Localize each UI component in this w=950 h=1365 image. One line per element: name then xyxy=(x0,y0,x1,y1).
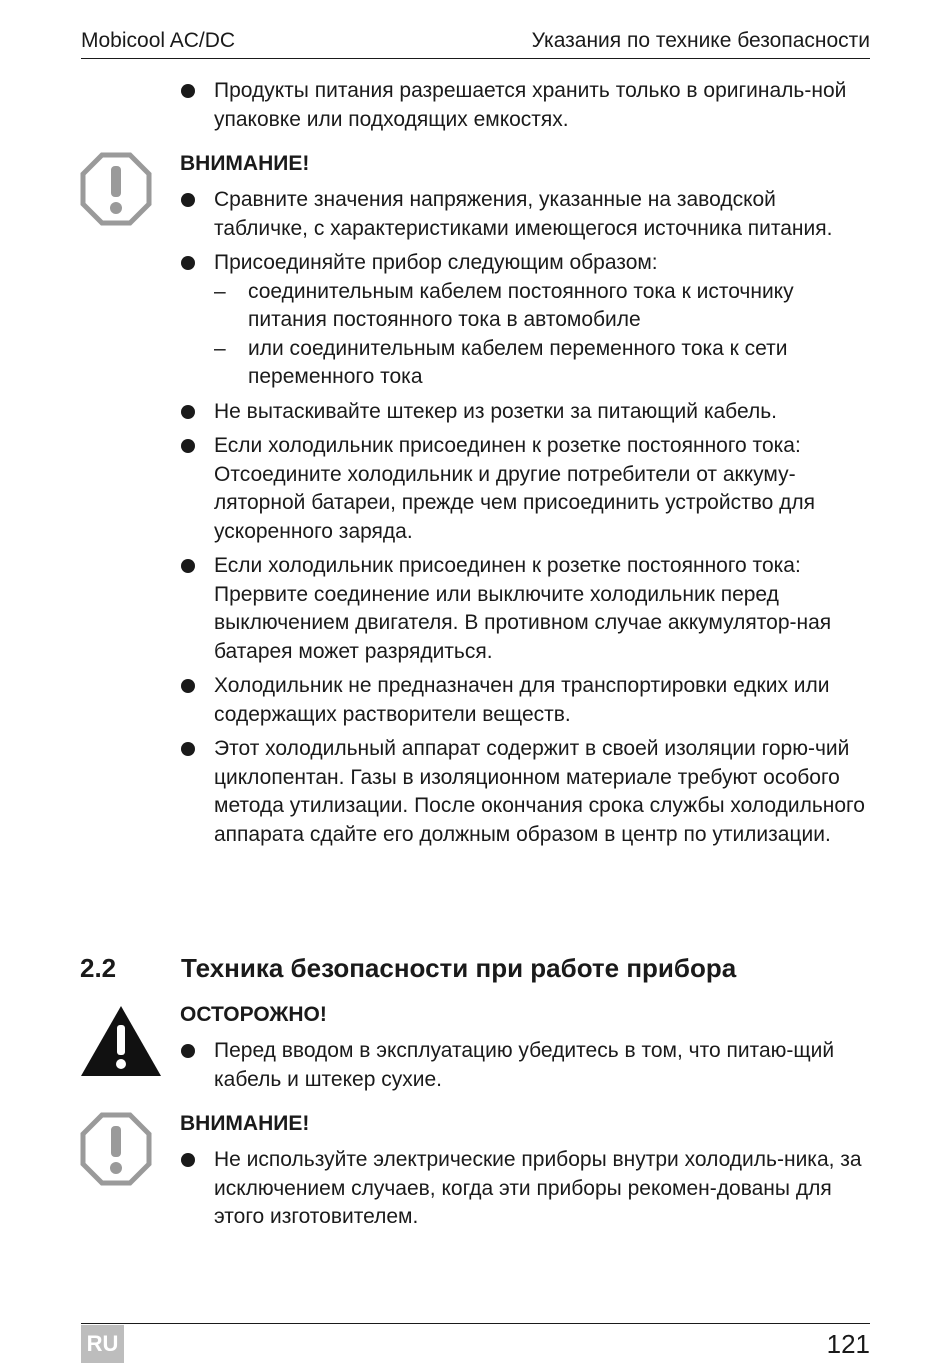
bullet-icon xyxy=(181,439,195,453)
list-item xyxy=(180,249,870,392)
page-header xyxy=(81,26,870,59)
list-item-text: Этот холодильный аппарат содержит в своей изоляции горю-чий циклопентан. Газы в изоляционном материале требуют особого метода утилизации. После окончания срока службы холодильного аппарата сдайте его должным образом в центр по утилизации. xyxy=(214,737,865,846)
sub-list-item xyxy=(214,278,870,335)
dash-marker: – xyxy=(214,279,226,303)
notice-block-2 xyxy=(180,1110,870,1238)
list-item-text: Не используйте электрические приборы внутри холодиль-ника, за исключением случаев, когда эти приборы рекомен-дованы для этого изготовителем. xyxy=(214,1148,862,1228)
bullet-icon xyxy=(181,256,195,270)
caution-block xyxy=(180,1001,870,1100)
list-item-text: Если холодильник присоединен к розетке постоянного тока: Прервите соединение или выключите холодильник перед выключением двигателя. В противном случае аккумулятор-ная батарея может разрядиться. xyxy=(214,554,832,663)
list-item-text: Не вытаскивайте штекер из розетки за питающий кабель. xyxy=(214,399,777,423)
sub-list xyxy=(214,278,870,392)
list-item xyxy=(180,672,870,729)
octagon-exclamation-icon xyxy=(80,1112,152,1186)
list-item-text: Холодильник не предназначен для транспортировки едких или содержащих растворители веществ. xyxy=(214,674,830,726)
list-item xyxy=(180,432,870,546)
sub-list-item-text: или соединительным кабелем переменного тока к сети переменного тока xyxy=(248,336,788,388)
caution-label: ОСТОРОЖНО! xyxy=(180,1003,327,1026)
warning-triangle-icon xyxy=(80,1005,162,1077)
bullet-icon xyxy=(181,559,195,573)
list-item-text: Перед вводом в эксплуатацию убедитесь в том, что питаю-щий кабель и штекер сухие. xyxy=(214,1039,835,1091)
header-product-name: Mobicool AC/DC xyxy=(81,29,236,52)
bullet-icon xyxy=(181,1044,195,1058)
bullet-icon xyxy=(181,742,195,756)
bullet-icon xyxy=(181,84,195,98)
top-list xyxy=(180,77,870,140)
list-item-text: Если холодильник присоединен к розетке постоянного тока: Отсоедините холодильник и другие потребители от аккуму-ляторной батареи, прежде чем присоединить устройство для ускоренного заряда. xyxy=(214,434,816,543)
section-number: 2.2 xyxy=(80,953,117,983)
bullet-icon xyxy=(181,679,195,693)
list-item-text: Присоединяйте прибор следующим образом: xyxy=(214,251,658,274)
octagon-exclamation-icon xyxy=(80,152,152,226)
bullet-icon xyxy=(181,1153,195,1167)
sub-list-item-text: соединительным кабелем постоянного тока к источнику питания постоянного тока в автомобиле xyxy=(248,279,794,331)
list-item-text: Продукты питания разрешается хранить только в оригиналь-ной упаковке или подходящих емкостях. xyxy=(214,79,847,131)
list-item xyxy=(180,398,870,427)
bullet-icon xyxy=(181,193,195,207)
section-title: Техника безопасности при работе прибора xyxy=(181,953,737,983)
list-item xyxy=(180,77,870,134)
list-item xyxy=(180,1146,870,1232)
list-item-text: Сравните значения напряжения, указанные на заводской табличке, с характеристиками имеющегося источника питания. xyxy=(214,188,833,240)
footer-divider xyxy=(81,1323,870,1324)
notice-block-1 xyxy=(180,150,870,855)
list-item xyxy=(180,552,870,666)
sub-list-item xyxy=(214,335,870,392)
notice-label: ВНИМАНИЕ! xyxy=(180,152,310,175)
dash-marker: – xyxy=(214,336,226,360)
list-item xyxy=(180,186,870,243)
header-section-title: Указания по технике безопасности xyxy=(531,29,870,52)
notice-label: ВНИМАНИЕ! xyxy=(180,1112,310,1135)
list-item xyxy=(180,735,870,849)
page-number: 121 xyxy=(826,1329,870,1359)
bullet-icon xyxy=(181,405,195,419)
list-item xyxy=(180,1037,870,1094)
language-badge: RU xyxy=(81,1325,124,1363)
